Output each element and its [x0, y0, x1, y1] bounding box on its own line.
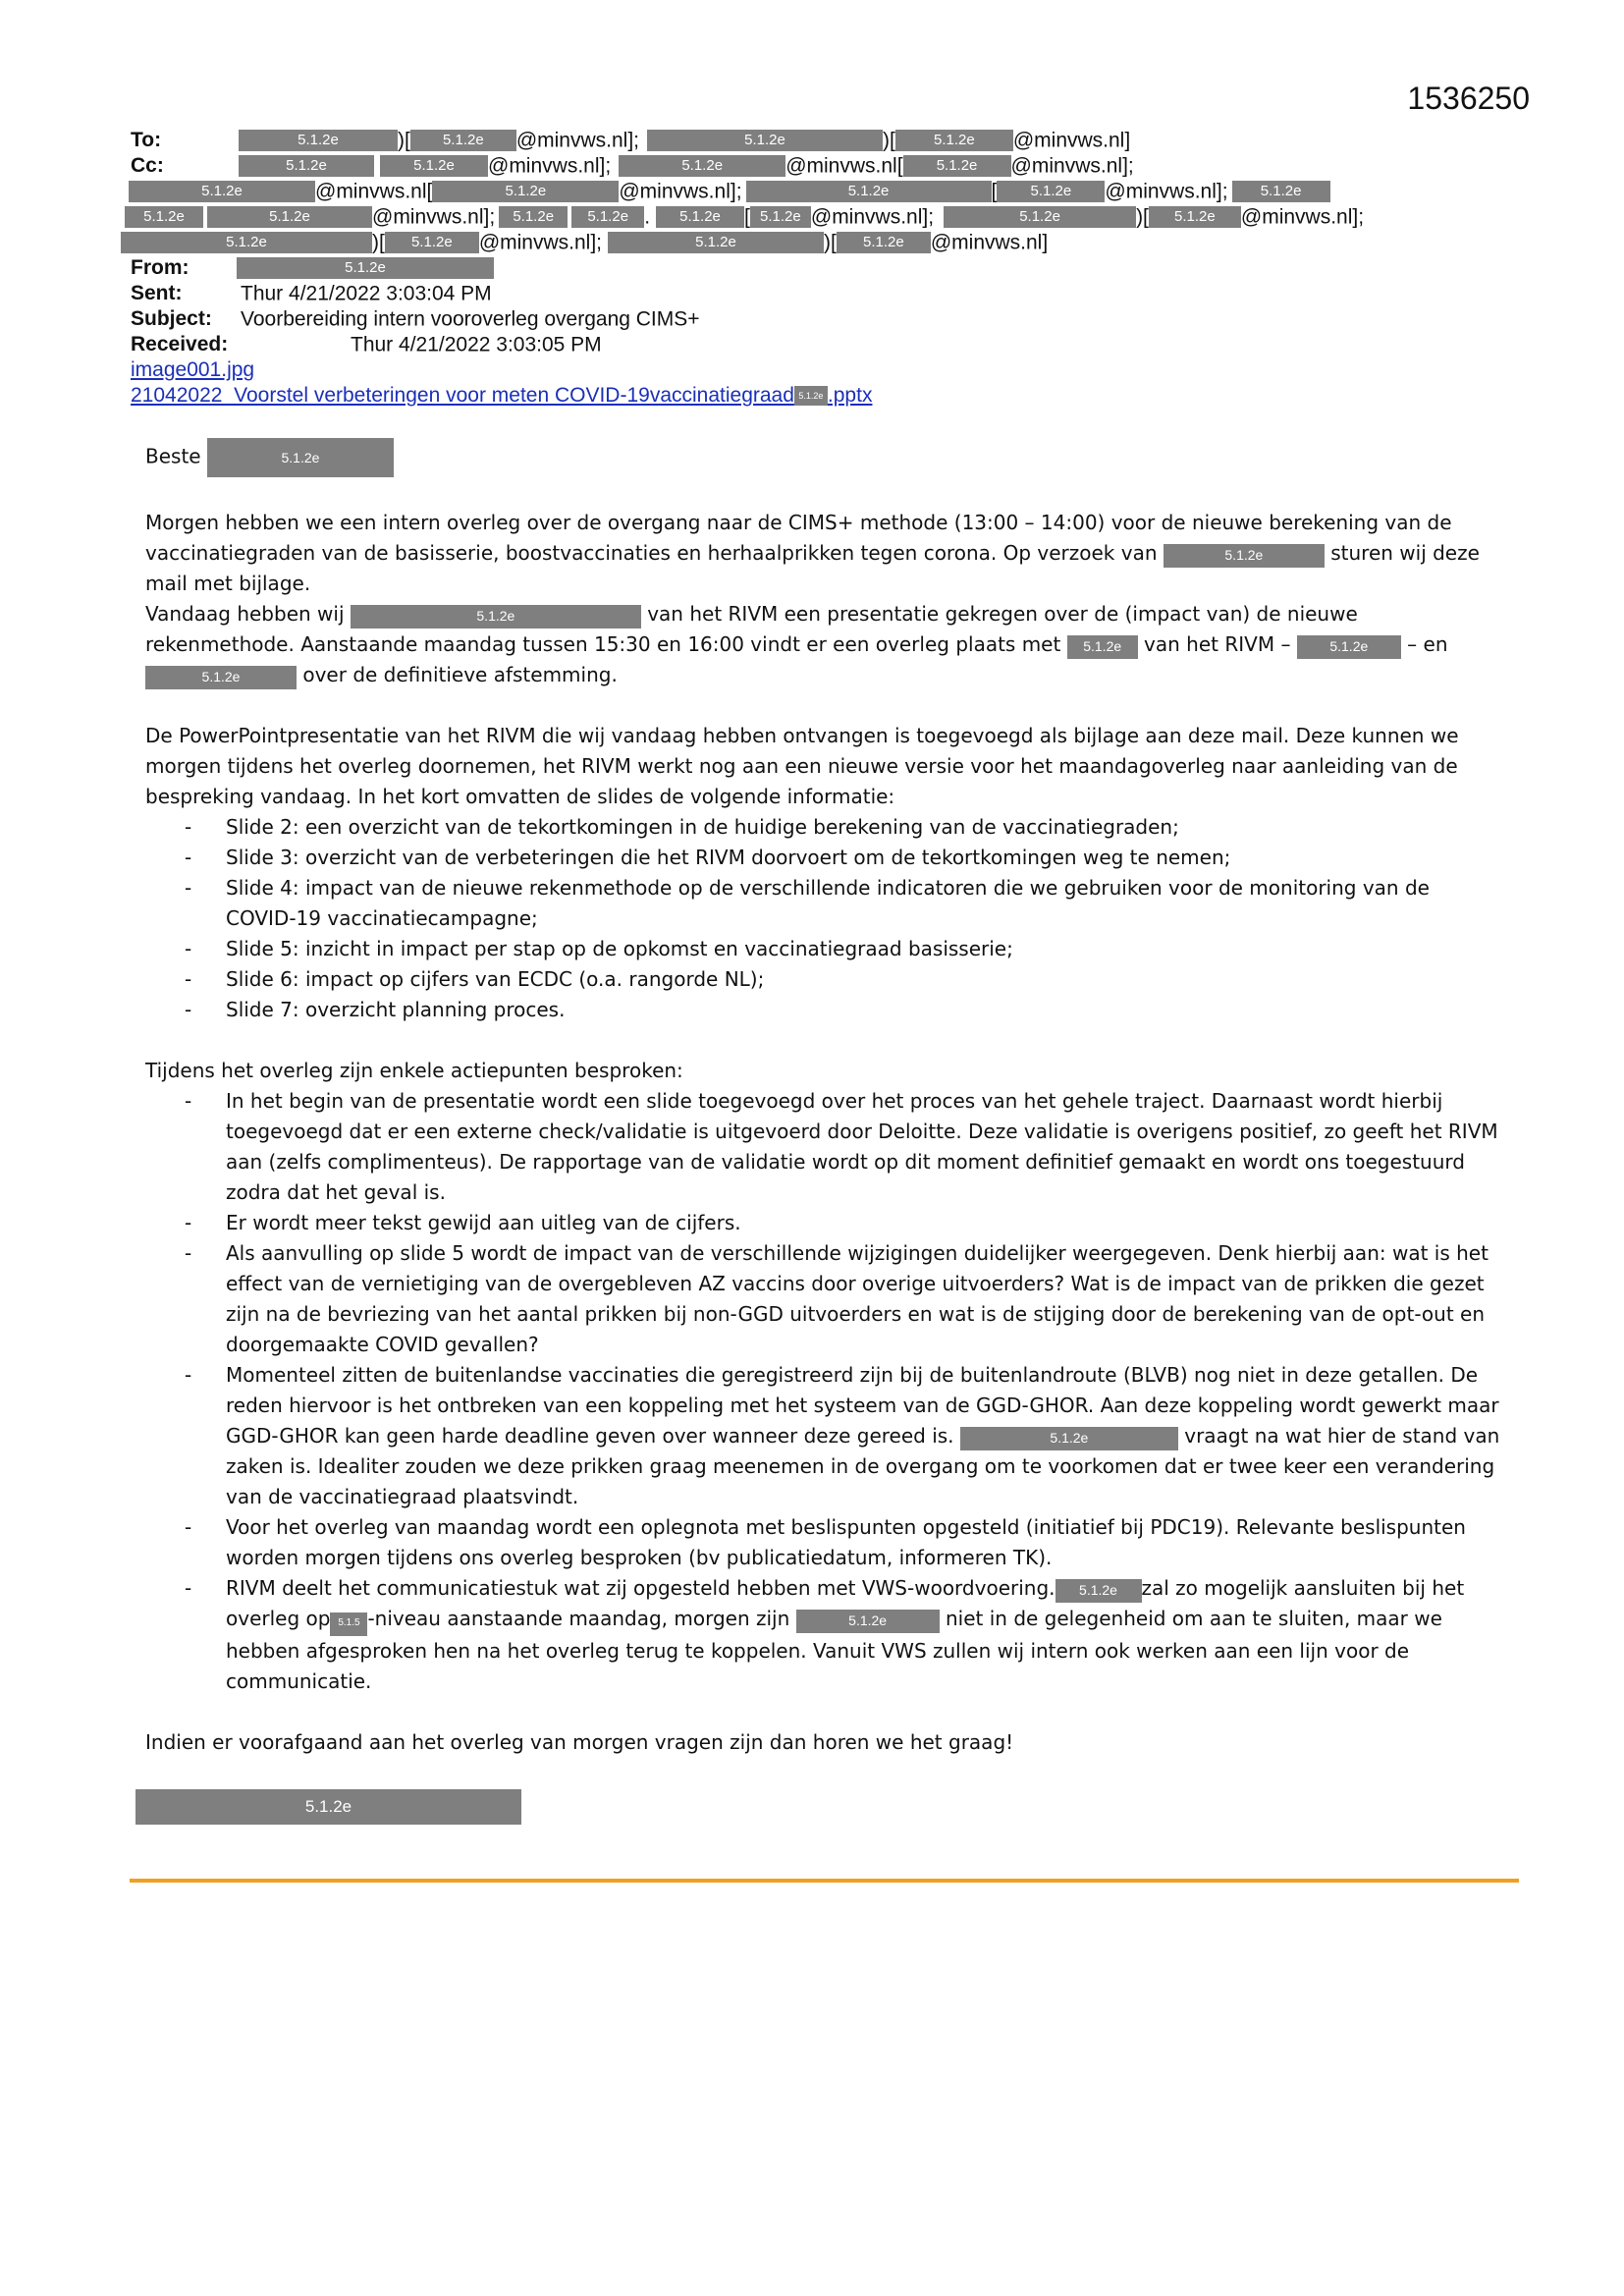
redaction-block: 5.1.2e — [1067, 635, 1138, 659]
redaction-block: 5.1.2e — [129, 181, 315, 202]
redaction-block: 5.1.2e — [380, 155, 488, 177]
sent-value: Thur 4/21/2022 3:03:04 PM — [241, 282, 492, 305]
redaction-block: 5.1.2e — [1056, 1579, 1142, 1603]
redaction-block: 5.1.2e — [796, 1610, 940, 1633]
redaction-block: 5.1.2e — [895, 130, 1013, 151]
email-domain: @minvws.nl — [488, 154, 600, 178]
redaction-block: 5.1.5 — [330, 1613, 367, 1636]
attachment-pptx-link[interactable] — [131, 384, 872, 407]
footer-divider — [130, 1879, 1519, 1883]
sent-row — [131, 281, 1505, 306]
attachment-pptx-ext: .pptx — [827, 384, 873, 407]
received-value: Thur 4/21/2022 3:03:05 PM — [351, 333, 602, 356]
redaction-block: 5.1.2e — [960, 1427, 1178, 1450]
redaction-block: 5.1.2e — [351, 605, 641, 629]
email-domain: @minvws.nl — [619, 180, 731, 203]
email-domain: @minvws.nl — [1105, 180, 1217, 203]
redaction-block: 5.1.2e — [1149, 206, 1241, 228]
paragraph-powerpoint: De PowerPointpresentatie van het RIVM die wij vandaag hebben ontvangen is toegevoegd als bijlage aan deze mail. Deze kunnen we morgen tijdens het overleg doornemen, het RIVM werkt nog aan een nieuwe versie voor het maandagoverleg naar aanleiding van de bespreking vandaag. In het kort omvatten de slides de volgende informatie: — [145, 724, 1459, 808]
attachment-pptx-name: 21042022_Voorstel verbeteringen voor meten COVID-19vaccinatiegraad — [131, 384, 794, 407]
redaction-block: 5.1.2e — [237, 257, 494, 279]
email-body — [145, 438, 1500, 1758]
redaction-block: 5.1.2e — [750, 206, 811, 228]
from-row — [131, 255, 1505, 281]
redaction-block: 5.1.2e — [837, 232, 931, 253]
cc-row-4: 5.1.2e )[ 5.1.2e @minvws.nl]; 5.1.2e )[ 5.1.2e @minvws.nl] — [131, 230, 1505, 255]
action-points-list — [145, 1086, 1500, 1697]
redaction-block: 5.1.2e — [997, 181, 1105, 202]
redaction-block: 5.1.2e — [794, 386, 828, 406]
email-domain: @minvws.nl — [810, 205, 923, 229]
redaction-block: 5.1.2e — [239, 130, 398, 151]
redaction-block: 5.1.2e — [619, 155, 785, 177]
list-item: - Voor het overleg van maandag wordt een oplegnota met beslispunten opgesteld (initiatief bij PDC19). Relevante beslispunten worden morgen tijdens ons overleg besproken (bv publicatiedatum, informeren TK). — [145, 1512, 1500, 1573]
cc-label: Cc: — [131, 154, 164, 177]
greeting-line — [145, 438, 1500, 477]
signature-redaction: 5.1.2e — [135, 1789, 521, 1825]
paragraph-actions-intro: Tijdens het overleg zijn enkele actiepunten besproken: — [145, 1059, 683, 1082]
sent-label: Sent: — [131, 282, 183, 304]
list-item: - Als aanvulling op slide 5 wordt de impact van de verschillende wijzigingen duidelijker weergegeven. Denk hierbij aan: wat is het effect van de vernietiging van de overgebleven AZ vaccins door overige uitvoerders? Wat is de impact van de prikken die gezet zijn na de bevriezing van het aantal prikken bij non-GGD uitvoerders en wat is de stijging door de berekening van de opt-out en doorgemaakte COVID gevallen? — [145, 1238, 1500, 1360]
paragraph-intro: Morgen hebben we een intern overleg over de overgang naar de CIMS+ methode (13:00 – 14:00) voor de nieuwe berekening van de vaccinatiegraden van de basisserie, boostvaccinaties en herhaalprikken tegen corona. Op verzoek van 5.1.2e sturen wij deze mail met bijlage. — [145, 511, 1480, 595]
redaction-block: 5.1.2e — [903, 155, 1011, 177]
redaction-block: 5.1.2e — [499, 206, 568, 228]
subject-value: Voorbereiding intern vooroverleg overgang CIMS+ — [241, 307, 700, 331]
paragraph-presentation: Vandaag hebben wij 5.1.2e van het RIVM een presentatie gekregen over de (impact van) de nieuwe rekenmethode. Aanstaande maandag tussen 15:30 en 16:00 vindt er een overleg plaats met 5.1.2e van het RIVM – 5.1.2e – en 5.1.2e over de definitieve afstemming. — [145, 599, 1500, 690]
redaction-block: 5.1.2e — [647, 130, 883, 151]
redaction-block: 5.1.2e — [385, 232, 479, 253]
email-domain: @minvws.nl — [515, 129, 628, 152]
redaction-block: 5.1.2e — [944, 206, 1136, 228]
list-item: - Slide 4: impact van de nieuwe rekenmethode op de verschillende indicatoren die we gebruiken voor de monitoring van de COVID-19 vaccinatiecampagne; — [145, 873, 1500, 934]
list-item: - Er wordt meer tekst gewijd aan uitleg van de cijfers. — [145, 1208, 1500, 1238]
redaction-block: 5.1.2e — [410, 130, 516, 151]
redaction-block: 5.1.2e — [145, 666, 297, 689]
received-label: Received: — [131, 333, 229, 355]
subject-label: Subject: — [131, 307, 212, 330]
list-item: - Momenteel zitten de buitenlandse vaccinaties die geregistreerd zijn bij de buitenlandroute (BLVB) nog niet in deze getallen. De reden hiervoor is het ontbreken van een koppeling met het systeem van de GGD-GHOR. Aan deze koppeling wordt gewerkt maar GGD-GHOR kan geen harde deadline geven over wanneer deze gereed is. 5.1.2e vraagt na wat hier de stand van zaken is. Idealiter zouden we deze prikken graag meenemen in de overgang om te voorkomen dat er twee keer een verandering van de vaccinatiegraad plaatsvindt. — [145, 1360, 1500, 1512]
redaction-block: 5.1.2e — [608, 232, 824, 253]
slides-list — [145, 812, 1500, 1025]
cc-row-1: Cc: 5.1.2e 5.1.2e @minvws.nl]; 5.1.2e @minvws.nl[ 5.1.2e @minvws.nl]; — [131, 154, 1134, 178]
redaction-block: 5.1.2e — [239, 155, 374, 177]
from-label: From: — [131, 256, 189, 279]
redaction-block: 5.1.2e — [1297, 635, 1401, 659]
redaction-block: 5.1.2e — [207, 206, 372, 228]
list-item: - RIVM deelt het communicatiestuk wat zij opgesteld hebben met VWS-woordvoering. 5.1.2e zal zo mogelijk aansluiten bij het overleg op 5.1.5 -niveau aanstaande maandag, morgen zijn 5.1.2e niet in de gelegenheid om aan te sluiten, maar we hebben afgesproken hen na het overleg terug te koppelen. Vanuit VWS zullen wij intern ook werken aan een lijn voor de communicatie. — [145, 1573, 1500, 1697]
to-label: To: — [131, 129, 162, 151]
email-domain: @minvws.nl — [1010, 154, 1123, 178]
redaction-block: 5.1.2e — [656, 206, 744, 228]
redaction-block: 5.1.2e — [1164, 544, 1325, 568]
email-domain: @minvws.nl — [478, 231, 591, 254]
redaction-block: 5.1.2e — [125, 206, 203, 228]
list-item: - In het begin van de presentatie wordt een slide toegevoegd over het proces van het gehele traject. Daarnaast wordt hierbij toegevoegd dat er een externe check/validatie is uitgevoerd door Deloitte. Deze validatie is overigens positief, zo geeft het RIVM aan (zelfs complimenteus). De rapportage van de validatie wordt op dit moment definitief gemaakt en wordt ons toegestuurd zodra dat het geval is. — [145, 1086, 1500, 1208]
redaction-block: 5.1.2e — [121, 232, 372, 253]
received-row — [131, 332, 1505, 357]
attachment-image-link[interactable]: image001.jpg — [131, 358, 255, 381]
redaction-block: 5.1.2e — [432, 181, 619, 202]
redaction-block: 5.1.2e — [1232, 181, 1330, 202]
email-domain: @minvws.nl — [1240, 205, 1353, 229]
email-domain: @minvws.nl — [315, 180, 427, 203]
cc-row-2: 5.1.2e @minvws.nl[ 5.1.2e @minvws.nl]; 5.1.2e [ 5.1.2e @minvws.nl]; 5.1.2e — [129, 179, 1505, 204]
greeting: Beste — [145, 444, 201, 468]
cc-row-3: 5.1.2e 5.1.2e @minvws.nl]; 5.1.2e 5.1.2e . 5.1.2e [ 5.1.2e @minvws.nl]; 5.1.2e )[ 5.1.2e @minvws.nl]; — [125, 204, 1505, 230]
email-domain: @minvws.nl — [930, 231, 1043, 254]
email-domain: @minvws.nl — [1012, 129, 1125, 152]
list-item: - Slide 7: overzicht planning proces. — [145, 995, 1500, 1025]
email-domain: @minvws.nl — [785, 154, 897, 178]
attachment-image-row — [131, 357, 1505, 383]
list-item: - Slide 5: inzicht in impact per stap op de opkomst en vaccinatiegraad basisserie; — [145, 934, 1500, 964]
email-header — [131, 128, 1505, 409]
redaction-block: 5.1.2e — [571, 206, 644, 228]
redaction-block: 5.1.2e — [746, 181, 992, 202]
subject-row — [131, 306, 1505, 332]
email-domain: @minvws.nl — [372, 205, 484, 229]
redaction-block: 5.1.2e — [207, 438, 394, 477]
document-number: 1536250 — [1407, 81, 1530, 116]
to-row: To: 5.1.2e )[ 5.1.2e @minvws.nl]; 5.1.2e )[ 5.1.2e @minvws.nl] — [131, 129, 1131, 152]
list-item: - Slide 6: impact op cijfers van ECDC (o.a. rangorde NL); — [145, 964, 1500, 995]
list-item: - Slide 3: overzicht van de verbeteringen die het RIVM doorvoert om de tekortkomingen weg te nemen; — [145, 843, 1500, 873]
closing-line: Indien er voorafgaand aan het overleg van morgen vragen zijn dan horen we het graag! — [145, 1730, 1014, 1754]
list-item: - Slide 2: een overzicht van de tekortkomingen in de huidige berekening van de vaccinatiegraden; — [145, 812, 1500, 843]
attachment-pptx-row — [131, 383, 1505, 409]
